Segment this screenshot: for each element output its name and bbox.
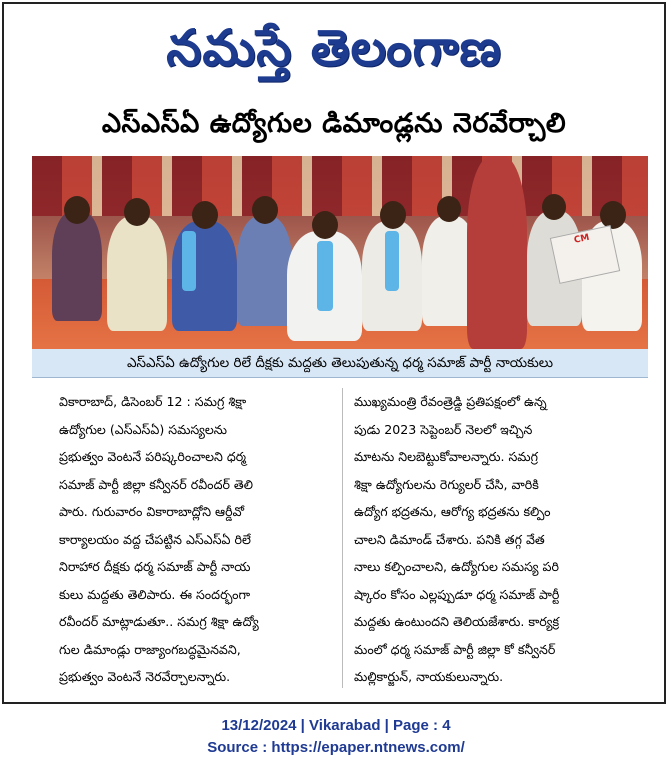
body-line: చాలని డిమాండ్ చేశారు. పనికి తగ్గ వేత (354, 531, 545, 547)
body-line: పుడు 2023 సెప్టెంబర్ నెలలో ఇచ్చిన (354, 421, 533, 437)
photo-person (107, 216, 167, 331)
photo-person-head (380, 201, 406, 229)
photo-person (52, 211, 102, 321)
body-line: మద్దతు ఉంటుందని తెలియజేశారు. కార్యక్ర (354, 614, 560, 629)
photo-scarf (385, 231, 399, 291)
article-body-right-column (354, 388, 624, 691)
body-line: నిరాహార దీక్షకు ధర్మ సమాజ్ పార్టీ నాయ (59, 559, 251, 574)
body-line: ముఖ్యమంత్రి రేవంత్రెడ్డి ప్రతిపక్షంలో ఉన్న (354, 394, 547, 409)
article-headline: ఎస్ఎస్ఏ ఉద్యోగుల డిమాండ్లను నెరవేర్చాలి (101, 108, 567, 139)
body-line: ప్రభుత్వం వెంటనే పరిష్కరించాలని ధర్మ (59, 449, 247, 464)
photo-person (467, 156, 527, 349)
photo-person-head (252, 196, 278, 224)
photo-person-head (312, 211, 338, 239)
photo-caption: ఎస్ఎస్ఏ ఉద్యోగుల రిలే దీక్షకు మద్దతు తెలుపుతున్న ధర్మ సమాజ్ పార్టీ నాయకులు (32, 349, 648, 378)
photo-scarf (317, 241, 333, 311)
photo-person-head (600, 201, 626, 229)
photo-person-head (437, 196, 461, 222)
photo-person-head (542, 194, 566, 220)
body-line: ఉద్యోగుల (ఎస్ఎస్ఏ) సమస్యలను (59, 421, 228, 437)
photo-person-head (124, 198, 150, 226)
footer-date-page: 13/12/2024 | Vikarabad | Page : 4 (221, 717, 451, 734)
photo-person-head (192, 201, 218, 229)
newspaper-masthead: నమస్తే తెలంగాణ (166, 18, 502, 77)
body-line: కార్యాలయం వద్ద చేపట్టిన ఎస్ఎస్ఏ రిలే (59, 531, 251, 547)
body-line: ష్కారం కోసం ఎల్లప్పుడూ ధర్మ సమాజ్ పార్టీ (354, 586, 560, 602)
footer-source-link[interactable]: Source : https://epaper.ntnews.com/ (207, 739, 465, 756)
body-line: ఉద్యోగ భద్రతను, ఆరోగ్య భద్రతను కల్పిం (354, 504, 551, 519)
body-line: మంలో ధర్మ సమాజ్ పార్టీ జిల్లా కో కన్వీనర్ (354, 641, 556, 657)
photo-placard: CM (550, 225, 620, 284)
body-line: శిక్షా ఉద్యోగులను రెగ్యులర్ చేసి, వారికి (354, 476, 539, 492)
body-line: వికారాబాద్, డిసెంబర్ 12 : సమగ్ర శిక్షా (59, 394, 247, 409)
body-line: రవీందర్ మాట్లాడుతూ.. సమగ్ర శిక్షా ఉద్యో (59, 614, 259, 629)
body-line: కులు మద్దతు తెలిపారు. ఈ సందర్భంగా (59, 586, 251, 602)
photo-scarf (182, 231, 196, 291)
body-line: పారు. గురువారం వికారాబాద్లోని ఆర్డీవో (59, 504, 244, 519)
body-line: మాటను నిలబెట్టుకోవాలన్నారు. సమగ్ర (354, 449, 538, 464)
body-line: నాలు కల్పించాలని, ఉద్యోగుల సమస్య పరి (354, 559, 559, 574)
body-line: మల్లికార్జున్, నాయకులున్నారు. (354, 669, 504, 684)
photo-person-head (64, 196, 90, 224)
body-line: సమాజ్ పార్టీ జిల్లా కన్వీనర్ రవీందర్ తెలి (59, 476, 253, 492)
column-divider (342, 388, 343, 688)
article-photo (32, 156, 648, 349)
body-line: ప్రభుత్వం వెంటనే నెరవేర్చాలన్నారు. (59, 669, 231, 684)
clipping-footer (0, 715, 672, 759)
article-clipping (2, 2, 666, 704)
body-line: గుల డిమాండ్లు రాజ్యాంగబద్ధమైనవని, (59, 641, 241, 657)
article-body-left-column (59, 388, 329, 691)
photo-person (237, 216, 292, 326)
